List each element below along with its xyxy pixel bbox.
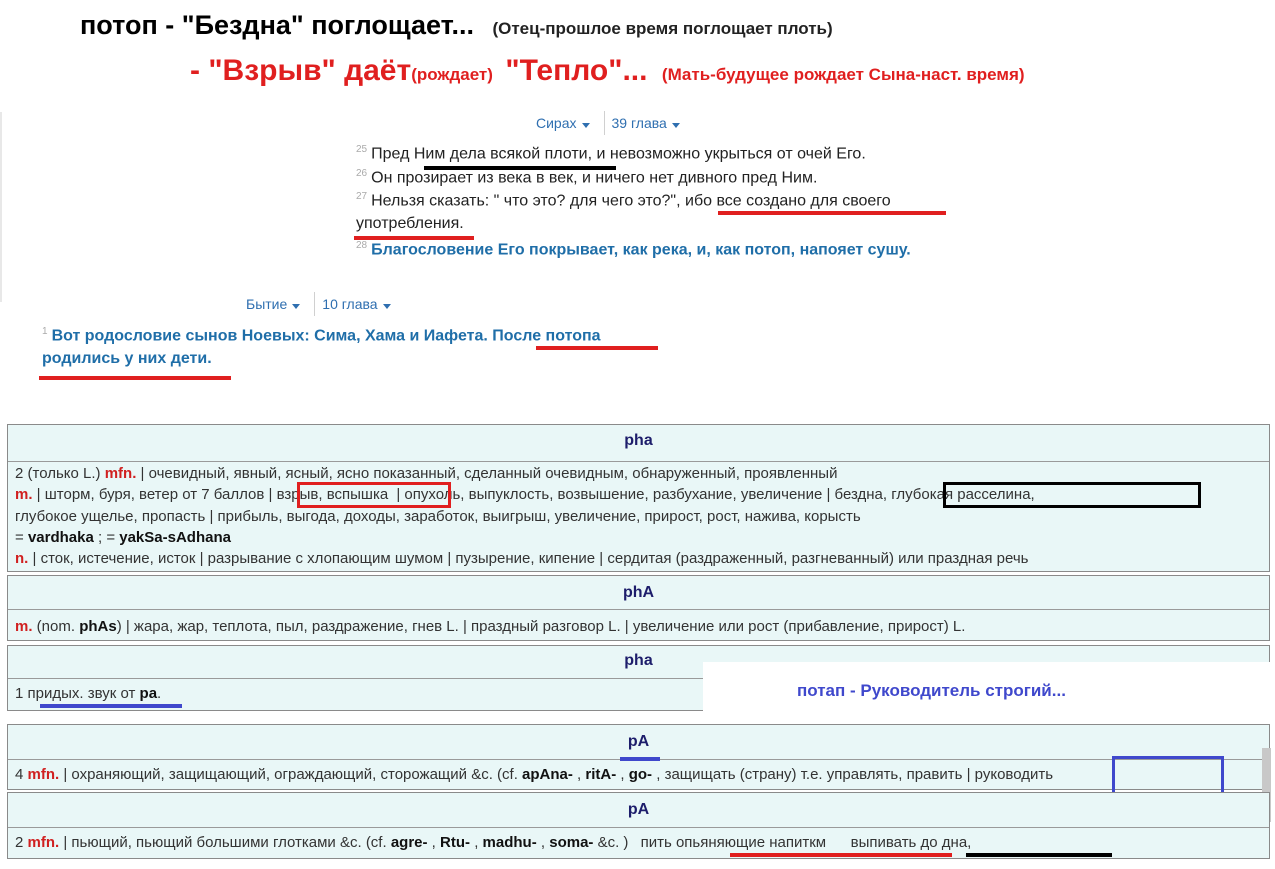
verse-number: 28 <box>356 240 368 251</box>
chapter-dropdown[interactable] <box>612 115 680 131</box>
genesis-verse-1-cont <box>42 350 212 368</box>
sanskrit-ref[interactable]: phAs <box>79 618 117 635</box>
verse-text-highlighted: Благословение Его покрывает, как река, и, как потоп, напояет сушу. <box>371 241 911 259</box>
underline-black <box>966 853 1112 857</box>
nav-separator <box>604 111 605 135</box>
grammar-tag: mfn. <box>27 834 60 851</box>
sanskrit-ref[interactable]: ritA- <box>585 766 617 783</box>
verse-text: . <box>459 215 464 232</box>
highlight-box-black <box>943 482 1201 508</box>
headline-line2 <box>190 54 1025 88</box>
chevron-down-icon <box>292 304 300 309</box>
sanskrit-ref[interactable]: go- <box>628 766 653 783</box>
entry-head: pA <box>627 733 650 750</box>
definition-boxed: | руководить <box>966 766 1054 783</box>
definition-highlight: пить опьяняющие напиткм <box>640 834 827 851</box>
sanskrit-ref[interactable]: soma- <box>549 834 594 851</box>
headline-main: потоп - "Бездна" поглощает... <box>80 10 475 40</box>
underline-red <box>730 853 952 857</box>
verse-text: Он прозирает из века в век, и ничего нет дивного пред Ним. <box>371 169 818 187</box>
book-dropdown[interactable] <box>536 115 590 131</box>
highlight-box-blue <box>1112 756 1224 795</box>
book-dropdown[interactable] <box>246 296 300 312</box>
definition-boxed: | взрыв, вспышка <box>268 486 389 503</box>
separator: , <box>572 766 586 783</box>
verse-25 <box>356 144 866 163</box>
verse-highlight: Ним дела всякой плоти <box>413 145 588 163</box>
definition: | пьющий, пьющий большими глотками &c. (cf. <box>59 834 391 851</box>
verse-highlight: ибо все создано для своего <box>685 192 891 210</box>
definition: | сток, истечение, исток | разрывание с хлопающим шумом | пузырение, кипение | сердитая (раздраженный, разгневанный) или праздная речь <box>28 550 1029 567</box>
headline-small: (рождает) <box>411 65 493 84</box>
chevron-down-icon <box>383 304 391 309</box>
underline-red <box>718 211 946 215</box>
definition: | шторм, буря, ветер от 7 баллов <box>32 486 269 503</box>
verse-27 <box>356 191 891 210</box>
verse-28[interactable] <box>356 240 911 259</box>
underline-blue <box>40 704 182 708</box>
definition: 1 придых. звук от <box>15 685 140 702</box>
overlay-note: потап - Руководитель строгий... <box>797 681 1066 700</box>
grammar-tag: m. <box>15 486 33 503</box>
entry-line <box>15 766 1053 783</box>
underline-red <box>39 376 231 380</box>
book-label: Сирах <box>536 115 577 131</box>
headline-line1 <box>80 10 833 41</box>
headline-note: (Отец-прошлое время поглощает плоть) <box>492 19 833 38</box>
verse-highlight: родились у них дети. <box>42 350 212 367</box>
entry-line <box>15 486 1035 503</box>
chevron-down-icon <box>582 123 590 128</box>
sanskrit-ref[interactable]: agre- <box>390 834 428 851</box>
verse-text: Пред <box>371 145 414 163</box>
underline-blue <box>620 757 660 761</box>
definition-boxed: | бездна, глубокая расселина, <box>826 486 1035 503</box>
grammar-tag: mfn. <box>27 766 60 783</box>
verse-text: Нельзя сказать: " что это? для чего это?", <box>371 192 685 210</box>
entry-line <box>15 685 161 702</box>
verse-highlight: После потопа <box>492 327 601 345</box>
sanskrit-ref[interactable]: pa <box>139 685 158 702</box>
entry-head: pA <box>627 801 650 818</box>
definition: | очевидный, явный, ясный, ясно показанный, сделанный очевидным, обнаруженный, проявленный <box>136 465 838 482</box>
separator: , <box>616 766 629 783</box>
spacer <box>826 834 839 851</box>
verse-27-cont <box>356 215 464 233</box>
sanskrit-ref[interactable]: vardhaka <box>27 529 94 546</box>
entry-line <box>15 550 1028 567</box>
chevron-down-icon <box>672 123 680 128</box>
sanskrit-ref[interactable]: apAna- <box>522 766 573 783</box>
definition: ) | жара, жар, теплота, пыл, раздражение, гнев L. | праздный разговор L. | увеличение или рост (прибавление, прирост) L. <box>116 618 966 635</box>
genesis-verse-1[interactable] <box>42 326 601 345</box>
definition-highlight: выпивать до дна, <box>850 834 972 851</box>
separator: , <box>536 834 550 851</box>
book-label: Бытие <box>246 296 288 312</box>
definition: , защищать (страну) т.е. управлять, править <box>652 766 967 783</box>
highlight-box-red <box>297 482 451 508</box>
verse-text-highlighted: Вот родословие сынов Ноевых: Сима, Хама и Иафета. <box>51 327 493 345</box>
entry-line <box>15 529 231 546</box>
divider <box>8 827 1269 828</box>
verse-26 <box>356 168 817 187</box>
divider <box>8 609 1269 610</box>
chapter-label: 10 глава <box>322 296 378 312</box>
separator: ; = <box>93 529 120 546</box>
sanskrit-ref[interactable]: madhu- <box>482 834 537 851</box>
equals-sign: = <box>15 529 28 546</box>
grammar-tag: n. <box>15 550 29 567</box>
headline-explosion: - "Взрыв" даёт <box>190 54 412 87</box>
underline-red <box>536 346 658 350</box>
chapter-dropdown[interactable] <box>322 296 390 312</box>
chapter-nav-sirach <box>536 111 680 135</box>
headline-note2: (Мать-будущее рождает Сына-наст. время) <box>661 65 1025 84</box>
headline-heat: "Тепло"... <box>505 54 648 87</box>
separator: , <box>470 834 483 851</box>
definition: (nom. <box>32 618 80 635</box>
sanskrit-ref[interactable]: yakSa-sAdhana <box>119 529 231 546</box>
verse-text: , и невозможно укрыться от очей Его. <box>587 145 866 163</box>
verse-number: 1 <box>42 326 48 337</box>
definition: &c. ) <box>593 834 633 851</box>
entry-line <box>15 465 837 482</box>
sense-number: 2 <box>15 834 28 851</box>
chapter-label: 39 глава <box>611 115 667 131</box>
verse-number: 27 <box>356 191 368 202</box>
divider <box>8 461 1269 462</box>
entry-line <box>15 834 971 851</box>
definition: | опухоль, выпуклость, возвышение, разбухание, увеличение <box>392 486 827 503</box>
dict-entry-pA-2 <box>7 792 1270 859</box>
chapter-nav-genesis <box>246 292 391 316</box>
verse-number: 26 <box>356 168 368 179</box>
definition: . <box>157 685 162 702</box>
sanskrit-ref[interactable]: Rtu- <box>440 834 471 851</box>
sense-number: 2 (только L.) <box>15 465 105 482</box>
nav-separator <box>314 292 315 316</box>
entry-line <box>15 508 861 525</box>
left-divider <box>0 112 2 302</box>
definition: | охраняющий, защищающий, ограждающий, сторожащий &c. (cf. <box>59 766 523 783</box>
dict-entry-phA <box>7 575 1270 641</box>
entry-head: pha <box>624 432 653 449</box>
grammar-tag: mfn. <box>104 465 137 482</box>
grammar-tag: m. <box>15 618 33 635</box>
entry-head: phA <box>622 584 655 601</box>
entry-head: pha <box>624 652 653 669</box>
entry-line <box>15 618 965 635</box>
verse-number: 25 <box>356 144 368 155</box>
verse-highlight: употребления <box>356 215 460 232</box>
sense-number: 4 <box>15 766 28 783</box>
definition: глубокое ущелье, пропасть | прибыль, выгода, доходы, заработок, выигрыш, увеличение, прирост, рост, нажива, корысть <box>15 508 861 525</box>
separator: , <box>427 834 441 851</box>
